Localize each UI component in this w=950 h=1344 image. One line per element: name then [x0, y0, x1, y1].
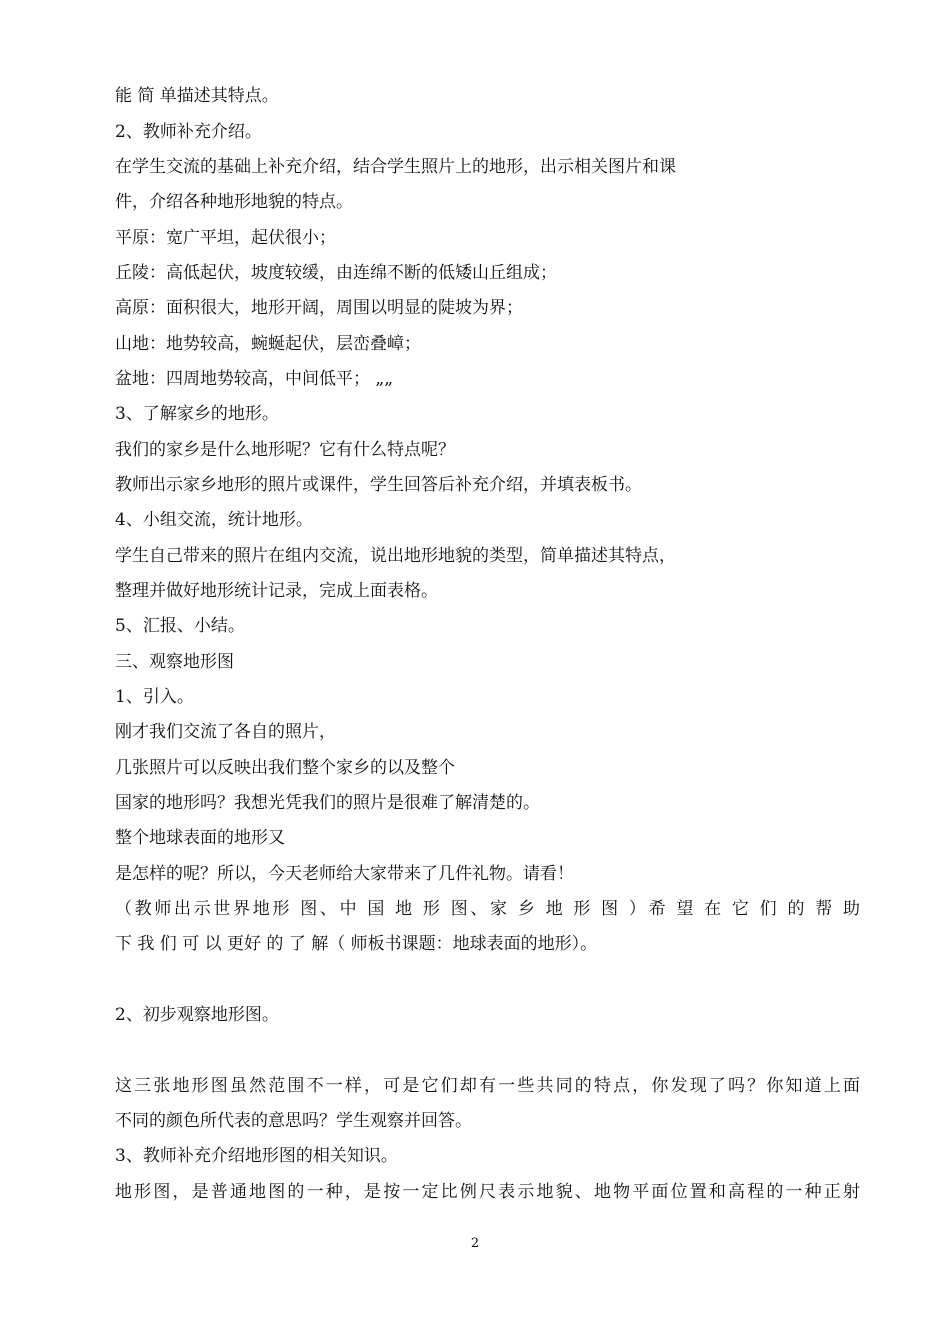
text-line: 整个地球表面的地形又	[115, 828, 285, 848]
text-line: （教师出示世界地形 图、中 国 地 形 图、家 乡 地 形 图 ）希 望 在 它 们 的 帮 助	[115, 899, 860, 919]
text-line: 下 我 们 可 以 更好 的 了 解（ 师板书课题：地球表面的地形）。	[115, 934, 598, 954]
text-line: 2、初步观察地形图。	[115, 1005, 279, 1025]
text-line: 平原：宽广平坦，起伏很小；	[115, 228, 336, 248]
text-line: 这三张地形图虽然范围不一样，可是它们却有一些共同的特点，你发现了吗？你知道上面	[115, 1076, 860, 1096]
text-line: 刚才我们交流了各自的照片，	[115, 722, 336, 742]
text-line: 在学生交流的基础上补充介绍，结合学生照片上的地形，出示相关图片和课	[115, 157, 676, 177]
text-line: 地形图，是普通地图的一种，是按一定比例尺表示地貌、地物平面位置和高程的一种正射	[115, 1182, 860, 1202]
text-line: 1、引入。	[115, 687, 194, 707]
text-line: 3、教师补充介绍地形图的相关知识。	[115, 1146, 398, 1166]
text-line: 4、小组交流，统计地形。	[115, 510, 313, 530]
text-line: 丘陵：高低起伏，坡度较缓，由连绵不断的低矮山丘组成；	[115, 263, 557, 283]
text-line: 国家的地形吗？我想光凭我们的照片是很难了解清楚的。	[115, 793, 540, 813]
text-line: 是怎样的呢？所以，今天老师给大家带来了几件礼物。请看！	[115, 864, 574, 884]
text-line: 山地：地势较高，蜿蜒起伏，层峦叠嶂；	[115, 334, 421, 354]
text-line: 几张照片可以反映出我们整个家乡的以及整个	[115, 758, 455, 778]
section-heading: 三、观察地形图	[115, 652, 234, 672]
text-line: 不同的颜色所代表的意思吗？学生观察并回答。	[115, 1111, 472, 1131]
text-line: 学生自己带来的照片在组内交流，说出地形地貌的类型，简单描述其特点，	[115, 546, 676, 566]
text-line: 件，介绍各种地形地貌的特点。	[115, 192, 353, 212]
page-number: 2	[470, 1236, 480, 1251]
text-line: 高原：面积很大，地形开阔，周围以明显的陡坡为界；	[115, 298, 523, 318]
text-line: 5、汇报、小结。	[115, 616, 245, 636]
text-line: 3、了解家乡的地形。	[115, 404, 279, 424]
text-line: 2、教师补充介绍。	[115, 122, 262, 142]
text-line: 盆地：四周地势较高，中间低平； „„	[115, 369, 394, 389]
text-line: 教师出示家乡地形的照片或课件，学生回答后补充介绍，并填表板书。	[115, 475, 642, 495]
text-line: 我们的家乡是什么地形呢？它有什么特点呢？	[115, 440, 455, 460]
text-line: 整理并做好地形统计记录，完成上面表格。	[115, 581, 438, 601]
text-line: 能 简 单描述其特点。	[115, 86, 279, 106]
